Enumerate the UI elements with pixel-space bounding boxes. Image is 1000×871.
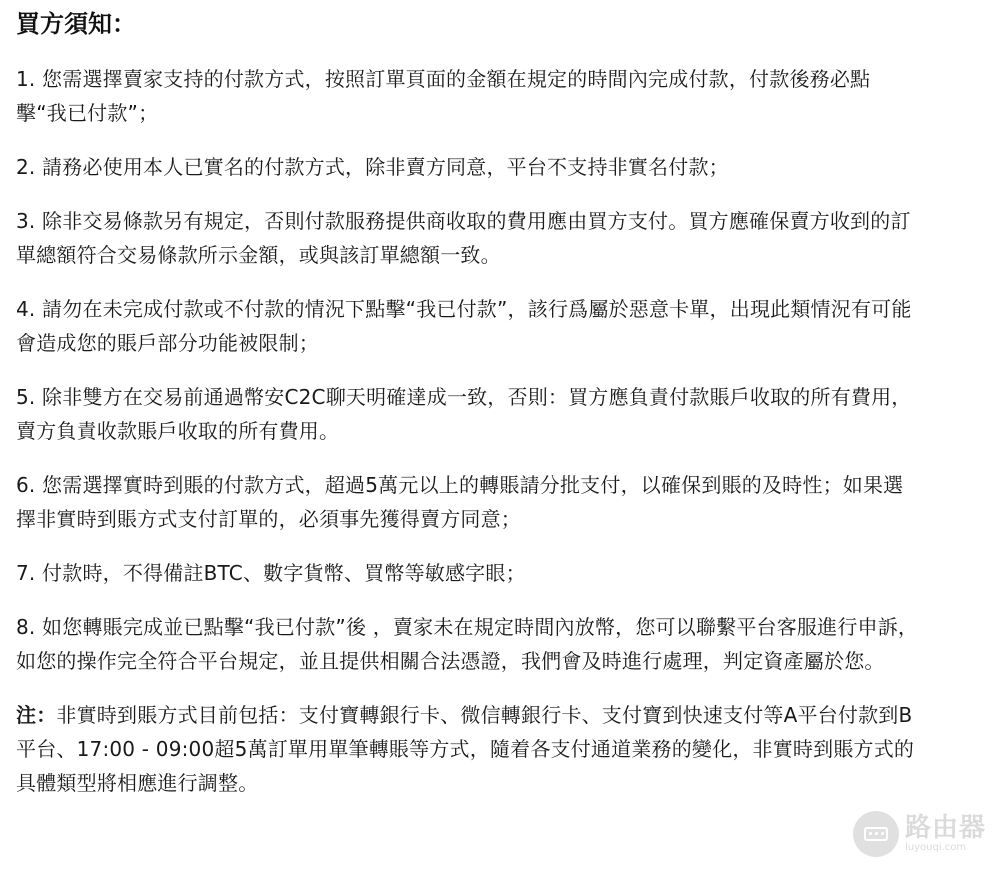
router-icon [853, 811, 899, 857]
note-paragraph [16, 698, 921, 800]
notice-document [16, 6, 921, 820]
notice-item-1: 1. 您需選擇賣家支持的付款方式，按照訂單頁面的金額在規定的時間內完成付款，付款後務必點擊“我已付款”； [16, 67, 871, 125]
watermark-name: 路由器 [904, 813, 986, 843]
notice-item-2: 2. 請務必使用本人已實名的付款方式，除非賣方同意，平台不支持非實名付款； [16, 155, 729, 179]
notice-item-7: 7. 付款時，不得備註BTC、數字貨幣、買幣等敏感字眼； [16, 561, 526, 585]
notice-item-5: 5. 除非雙方在交易前通過幣安C2C聊天明確達成一致，否則：買方應負責付款賬戶收取的所有費用，賣方負責收款賬戶收取的所有費用。 [16, 385, 912, 443]
watermark [853, 811, 986, 857]
note-label: 注： [16, 703, 57, 727]
note-text: 非實時到賬方式目前包括：支付寶轉銀行卡、微信轉銀行卡、支付寶到快速支付等A平台付款到B平台、17:00 - 09:00超5萬訂單用單筆轉賬等方式，隨着各支付通道業務的變化，非實時到賬方式的具體類型將相應進行調整。 [16, 703, 915, 795]
notice-item-3: 3. 除非交易條款另有規定，否則付款服務提供商收取的費用應由買方支付。買方應確保賣方收到的訂單總額符合交易條款所示金額，或與該訂單總額一致。 [16, 209, 911, 267]
page-title: 買方須知： [16, 10, 136, 38]
watermark-url: luyouqi.com [904, 842, 967, 853]
notice-item-4: 4. 請勿在未完成付款或不付款的情況下點擊“我已付款”，該行爲屬於惡意卡單，出現此類情況有可能會造成您的賬戶部分功能被限制； [16, 297, 912, 355]
notice-item-6: 6. 您需選擇實時到賬的付款方式，超過5萬元以上的轉賬請分批支付，以確保到賬的及時性；如果選擇非實時到賬方式支付訂單的，必須事先獲得賣方同意； [16, 473, 904, 531]
notice-item-8: 8. 如您轉賬完成並已點擊“我已付款”後 ，賣家未在規定時間內放幣，您可以聯繫平台客服進行申訴，如您的操作完全符合平台規定，並且提供相關合法憑證，我們會及時進行處理，判定資產屬於您。 [16, 615, 919, 673]
